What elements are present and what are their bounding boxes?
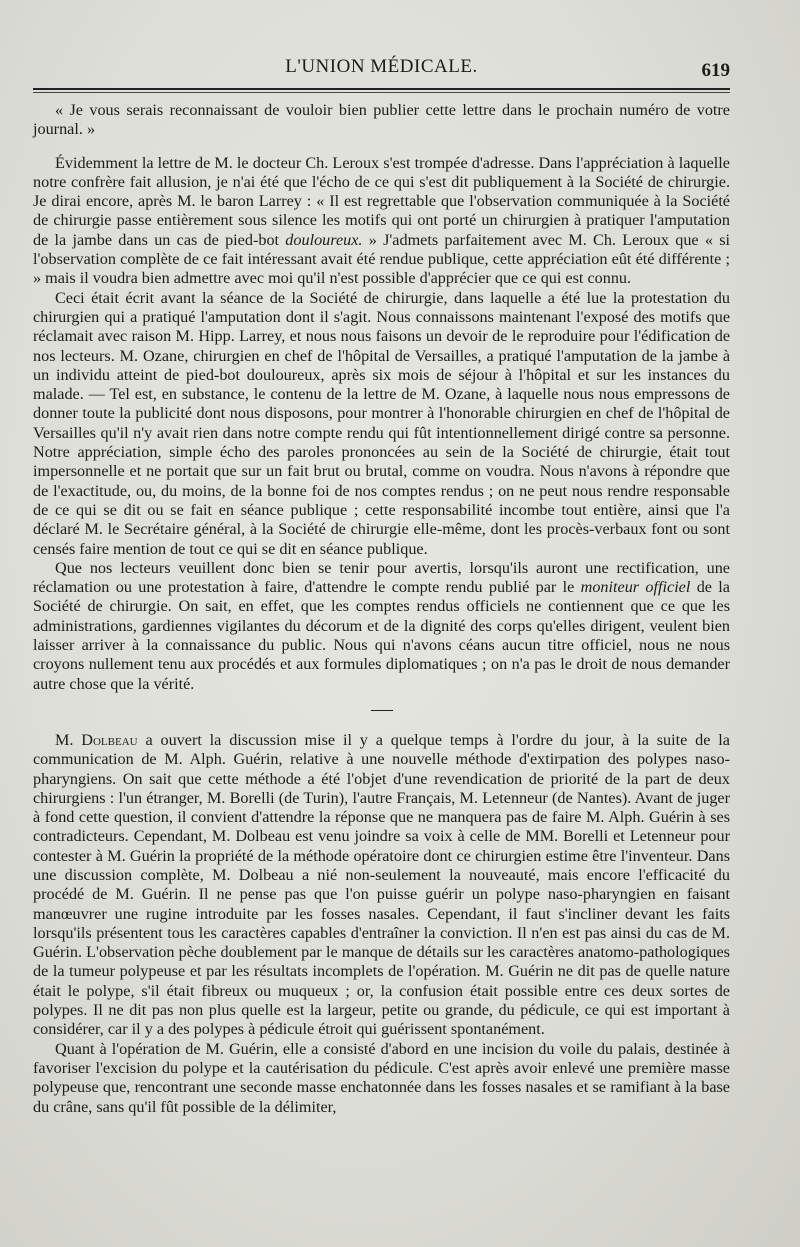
paragraph-ceci: Ceci était écrit avant la séance de la Société de chirurgie, dans laquelle a été lue la protestation du chirurgien qui a pratiqué l'amputation dont il s'agit. Nous connaissons maintenant l'exposé des motifs que réclamait avec raison M. Hipp. Larrey, et nous nous faisons un devoir de le reproduire pour l'édification de nos lecteurs. M. Ozane, chirurgien en chef de l'hôpital de Versailles, a pratiqué l'amputation de la jambe à un individu atteint de pied-bot douloureux, après six mois de séjour à l'hôpital et sur les instances du malade. — Tel est, en substance, le contenu de la lettre de M. Ozane, à laquelle nous nous empressons de donner toute la publicité dont nous disposons, pour montrer à l'honorable chirurgien en chef de l'hôpital de Versailles qu'il n'y avait rien dans notre compte rendu qui fût intentionnellement dirigé contre sa personne. Notre appréciation, simple écho des paroles prononcées au sein de la Société de chirurgie, était tout impersonnelle et ne portait que sur un fait brut ou brutal, comme on voudra. Nous n'avons à répondre que de l'exactitude, ou, du moins, de la bonne foi de nos comptes rendus ; on ne peut nous rendre responsable de ce qui se dit ou se fait en séance publique ; cette responsabilité incombe tout entière, ainsi que l'a déclaré M. le Secrétaire général, à la Société de chirurgie elle-même, dont les procès-verbaux font ou sont censés faire mention de tout ce qui se dit en séance publique. [33, 288, 730, 558]
page-number: 619 [701, 60, 730, 81]
paragraph-text: de la Société de chirurgie. On sait, en effet, que les comptes rendus officiels ne contiennent que ce que les administrations, gardiennes vigilantes du décorum et de la dignité des corps qu'elles dirigent, veulent bien laisser arriver à la connaissance du public. Nous qui n'avons céans aucun titre officiel, nous ne nous croyons nullement tenu aux procédés et aux formules diplomatiques ; on n'a pas le droit de nous demander autre chose que la vérité. [33, 578, 730, 693]
letter-closing-paragraph: « Je vous serais reconnaissant de vouloir bien publier cette lettre dans le prochain numéro de votre journal. » [33, 101, 730, 139]
page-header [33, 54, 730, 88]
paragraph-text: a ouvert la discussion mise il y a quelque temps à l'ordre du jour, à la suite de la communication de M. Alph. Guérin, relative à une nouvelle méthode d'extirpation des polypes naso-pharyngiens. On sait que cette méthode a été l'objet d'une revendication de priorité de la part de deux chirurgiens : l'un étranger, M. Borelli (de Turin), l'autre Français, M. Letenneur (de Nantes). Avant de juger à fond cette question, il convient d'attendre la réponse que ne manquera pas de faire M. Alph. Guérin à ses contradicteurs. Cependant, M. Dolbeau est venu joindre sa voix à celle de MM. Borelli et Letenneur pour contester à M. Guérin la propriété de la méthode opératoire dont ce chirurgien estime être l'inventeur. Dans une discussion complète, M. Dolbeau a nié non-seulement la nouveauté, mais encore l'efficacité du procédé de M. Guérin. Il ne pense pas que l'on puisse guérir un polype naso-pharyngien en faisant manœuvrer une rugine introduite par les fosses nasales. Cependant, il faut s'incliner devant les faits lorsqu'ils présentent tous les caractères capables d'entraîner la conviction. Il n'en est pas ainsi du cas de M. Guérin. L'observation pèche doublement par le manque de détails sur les caractères anatomo-pathologiques de la tumeur polypeuse et par les résultats incomplets de l'opération. M. Guérin ne dit pas de quelle nature était le polype, s'il était fibreux ou muqueux ; or, la confusion était possible entre ces deux sortes de polypes. Il ne dit pas non plus quelle est la largeur, petite ou grande, du pédicule, ce qui est important à considérer, car il y a des polypes à pédicule étroit qui guérissent spontanément. [33, 730, 730, 1039]
header-rule [33, 88, 730, 93]
italic-term: douloureux. [285, 230, 363, 249]
paragraph-text: Évidemment la lettre de M. le docteur Ch. Leroux s'est trompée d'adresse. Dans l'appréciation à laquelle notre confrère fait allusion, je n'ai été que l'écho de ce qui s'est dit publiquement à la Société de chirurgie. Je dirai encore, après M. le baron Larrey : « Il est regrettable que l'observation communiquée à la Société de chirurgie passe entièrement sous silence les motifs qui ont porté un chirurgien à pratiquer l'amputation de la jambe dans un cas de pied-bot [33, 153, 730, 249]
paragraph-text: » J'admets parfaitement avec M. Ch. Leroux que « si l'observation complète de ce fait intéressant avait été rendue publique, cette appréciation eût été différente ; » mais il voudra bien admettre avec moi qu'il n'est possible d'apprécier que ce qui est connu. [33, 230, 730, 288]
running-title: L'UNION MÉDICALE. [285, 56, 478, 77]
paragraph-evidemment [33, 154, 730, 289]
article-body [33, 101, 730, 1117]
paragraph-dolbeau [33, 731, 730, 1040]
section-separator [371, 710, 393, 711]
italic-term: moniteur officiel [580, 578, 691, 597]
paragraph-operation: Quant à l'opération de M. Guérin, elle a consisté d'abord en une incision du voile du palais, destinée à favoriser l'excision du polype et la cautérisation du pédicule. C'est après avoir enlevé une première masse polypeuse que, rencontrant une seconde masse enchatonnée dans les fosses nasales et se ramifiant à la base du crâne, sans qu'il fût possible de la délimiter, [33, 1039, 730, 1116]
paragraph-text: Que nos lecteurs veuillent donc bien se tenir pour avertis, lorsqu'ils auront une rectification, une réclamation ou une protestation à faire, d'attendre le compte rendu publié par le [33, 558, 730, 597]
speaker-name: M. Dolbeau [55, 730, 138, 749]
paragraph-lecteurs [33, 559, 730, 694]
